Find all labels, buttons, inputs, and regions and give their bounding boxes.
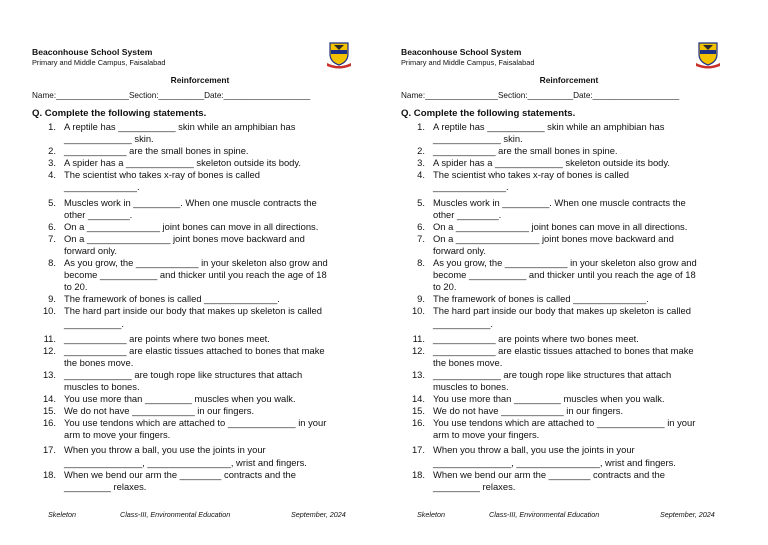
statement-number: 1. bbox=[417, 121, 425, 132]
statement-number: 12. bbox=[411, 344, 425, 356]
statement-number: 11. bbox=[412, 332, 425, 344]
statement-number: 6. bbox=[417, 220, 425, 232]
statement-item bbox=[401, 345, 741, 369]
statement-item bbox=[401, 145, 741, 157]
statement-text: The hard part inside our body that makes up skeleton is called ___________. bbox=[64, 305, 322, 329]
statement-item bbox=[32, 233, 372, 257]
statement-number: 11. bbox=[43, 332, 56, 344]
student-info-row: Name:________________Section:__________Date:___________________ bbox=[401, 91, 680, 100]
statement-text: You use tendons which are attached to _____________ in your arm to move your fingers. bbox=[433, 417, 696, 441]
statement-item bbox=[32, 369, 372, 393]
school-name: Beaconhouse School System bbox=[401, 47, 522, 57]
statement-item bbox=[32, 121, 372, 145]
statement-text: ____________ are the small bones in spine. bbox=[433, 145, 618, 157]
statement-item bbox=[401, 157, 741, 169]
statement-number: 3. bbox=[48, 157, 56, 169]
worksheet-page-right bbox=[399, 0, 759, 545]
statement-text: A spider has a _____________ skeleton outside its body. bbox=[433, 157, 670, 169]
worksheet-title: Reinforcement bbox=[539, 75, 599, 85]
statement-number: 3. bbox=[417, 157, 425, 169]
statement-item bbox=[401, 293, 741, 305]
statement-item bbox=[401, 169, 741, 193]
statement-item bbox=[32, 293, 372, 305]
statement-text: On a ______________ joint bones can move in all directions. bbox=[64, 220, 319, 232]
question-heading: Q. Complete the following statements. bbox=[401, 108, 576, 119]
statement-number: 16. bbox=[411, 417, 425, 429]
statement-item bbox=[32, 444, 372, 468]
statement-item bbox=[401, 257, 741, 293]
statement-number: 6. bbox=[48, 220, 56, 232]
statement-text: _____________ are tough rope like structures that attach muscles to bones. bbox=[64, 368, 303, 392]
statement-item bbox=[401, 405, 741, 417]
statement-number: 10. bbox=[411, 305, 425, 317]
statement-item bbox=[32, 393, 372, 405]
statement-text: ____________ are elastic tissues attached to bones that make the bones move. bbox=[433, 344, 694, 368]
statement-number: 2. bbox=[48, 145, 56, 157]
statement-number: 16. bbox=[42, 417, 56, 429]
statement-number: 5. bbox=[48, 196, 56, 208]
statement-text: We do not have ____________ in our fingers. bbox=[64, 405, 255, 417]
statement-text: The hard part inside our body that makes up skeleton is called ___________. bbox=[433, 305, 691, 329]
statement-number: 18. bbox=[42, 468, 56, 480]
statement-item bbox=[32, 145, 372, 157]
school-name: Beaconhouse School System bbox=[32, 47, 153, 57]
statement-text: ____________ are points where two bones meet. bbox=[64, 332, 270, 344]
statement-text: ____________ are elastic tissues attached to bones that make the bones move. bbox=[64, 344, 325, 368]
statement-item bbox=[401, 121, 741, 145]
statement-number: 17. bbox=[411, 444, 425, 456]
statement-text: The framework of bones is called ______________. bbox=[433, 293, 649, 305]
statement-text: The scientist who takes x-ray of bones is called ______________. bbox=[433, 169, 629, 193]
school-crest-icon bbox=[326, 41, 352, 69]
statement-number: 12. bbox=[42, 344, 56, 356]
question-heading: Q. Complete the following statements. bbox=[32, 108, 207, 119]
statement-item bbox=[32, 417, 372, 441]
statement-number: 10. bbox=[42, 305, 56, 317]
statement-number: 17. bbox=[42, 444, 56, 456]
statement-text: _____________ are tough rope like structures that attach muscles to bones. bbox=[433, 368, 672, 392]
statement-number: 4. bbox=[48, 169, 56, 181]
statement-list bbox=[401, 121, 741, 493]
statement-number: 14. bbox=[42, 393, 56, 405]
statement-text: When you throw a ball, you use the joints in your _______________, ________________, wrist and fingers. bbox=[433, 444, 676, 468]
statement-item bbox=[401, 197, 741, 221]
statement-text: ____________ are points where two bones meet. bbox=[433, 332, 639, 344]
statement-item bbox=[32, 305, 372, 329]
statement-item bbox=[401, 369, 741, 393]
statement-text: You use more than _________ muscles when you walk. bbox=[64, 393, 296, 405]
statement-text: ____________ are the small bones in spine. bbox=[64, 145, 249, 157]
statement-number: 15. bbox=[411, 405, 425, 417]
footer-topic: Skeleton bbox=[48, 510, 76, 519]
statement-text: A spider has a _____________ skeleton outside its body. bbox=[64, 157, 301, 169]
statement-item bbox=[401, 469, 741, 493]
campus-name: Primary and Middle Campus, Faisalabad bbox=[32, 58, 166, 67]
statement-text: As you grow, the ____________ in your skeleton also grow and become ___________ and thicker until you reach the age of 18 to 20. bbox=[433, 257, 697, 293]
statement-text: On a ________________ joint bones move backward and forward only. bbox=[64, 232, 305, 256]
statement-number: 9. bbox=[48, 293, 56, 305]
statement-number: 14. bbox=[411, 393, 425, 405]
statement-item bbox=[401, 305, 741, 329]
footer-topic: Skeleton bbox=[417, 510, 445, 519]
statement-text: On a ________________ joint bones move backward and forward only. bbox=[433, 232, 674, 256]
footer-date: September, 2024 bbox=[660, 510, 715, 519]
worksheet-title: Reinforcement bbox=[170, 75, 230, 85]
statement-number: 9. bbox=[417, 293, 425, 305]
statement-text: Muscles work in _________. When one muscle contracts the other ________. bbox=[64, 196, 317, 220]
statement-number: 7. bbox=[417, 232, 425, 244]
statement-item bbox=[32, 405, 372, 417]
statement-text: You use more than _________ muscles when you walk. bbox=[433, 393, 665, 405]
footer-class: Class-III, Environmental Education bbox=[489, 510, 600, 519]
statement-number: 2. bbox=[417, 145, 425, 157]
statement-item bbox=[32, 469, 372, 493]
statement-item bbox=[32, 333, 372, 345]
statement-item bbox=[32, 221, 372, 233]
statement-text: We do not have ____________ in our fingers. bbox=[433, 405, 624, 417]
statement-text: On a ______________ joint bones can move in all directions. bbox=[433, 220, 688, 232]
statement-item bbox=[32, 197, 372, 221]
statement-list bbox=[32, 121, 372, 493]
statement-number: 8. bbox=[417, 257, 425, 269]
footer-date: September, 2024 bbox=[291, 510, 346, 519]
statement-item bbox=[401, 233, 741, 257]
statement-item bbox=[32, 257, 372, 293]
statement-item bbox=[401, 393, 741, 405]
statement-text: When you throw a ball, you use the joints in your _______________, ________________, wrist and fingers. bbox=[64, 444, 307, 468]
statement-text: The scientist who takes x-ray of bones is called ______________. bbox=[64, 169, 260, 193]
statement-number: 5. bbox=[417, 196, 425, 208]
worksheet-page-left bbox=[30, 0, 390, 545]
footer-class: Class-III, Environmental Education bbox=[120, 510, 231, 519]
statement-text: When we bend our arm the ________ contracts and the _________ relaxes. bbox=[433, 468, 665, 492]
statement-text: The framework of bones is called ______________. bbox=[64, 293, 280, 305]
statement-text: Muscles work in _________. When one muscle contracts the other ________. bbox=[433, 196, 686, 220]
statement-item bbox=[32, 169, 372, 193]
statement-number: 7. bbox=[48, 232, 56, 244]
statement-number: 13. bbox=[411, 368, 425, 380]
statement-text: You use tendons which are attached to _____________ in your arm to move your fingers. bbox=[64, 417, 327, 441]
statement-number: 15. bbox=[42, 405, 56, 417]
statement-text: A reptile has ___________ skin while an amphibian has _____________ skin. bbox=[433, 121, 665, 145]
statement-number: 1. bbox=[48, 121, 56, 132]
statement-text: As you grow, the ____________ in your skeleton also grow and become ___________ and thicker until you reach the age of 18 to 20. bbox=[64, 257, 328, 293]
campus-name: Primary and Middle Campus, Faisalabad bbox=[401, 58, 535, 67]
statement-number: 18. bbox=[411, 468, 425, 480]
statement-text: When we bend our arm the ________ contracts and the _________ relaxes. bbox=[64, 468, 296, 492]
statement-item bbox=[32, 345, 372, 369]
statement-item bbox=[401, 333, 741, 345]
statement-text: A reptile has ___________ skin while an amphibian has _____________ skin. bbox=[64, 121, 296, 145]
statement-item bbox=[401, 221, 741, 233]
student-info-row: Name:________________Section:__________Date:___________________ bbox=[32, 91, 311, 100]
statement-item bbox=[401, 444, 741, 468]
statement-number: 13. bbox=[42, 368, 56, 380]
statement-number: 4. bbox=[417, 169, 425, 181]
statement-number: 8. bbox=[48, 257, 56, 269]
statement-item bbox=[32, 157, 372, 169]
statement-item bbox=[401, 417, 741, 441]
school-crest-icon bbox=[695, 41, 721, 69]
